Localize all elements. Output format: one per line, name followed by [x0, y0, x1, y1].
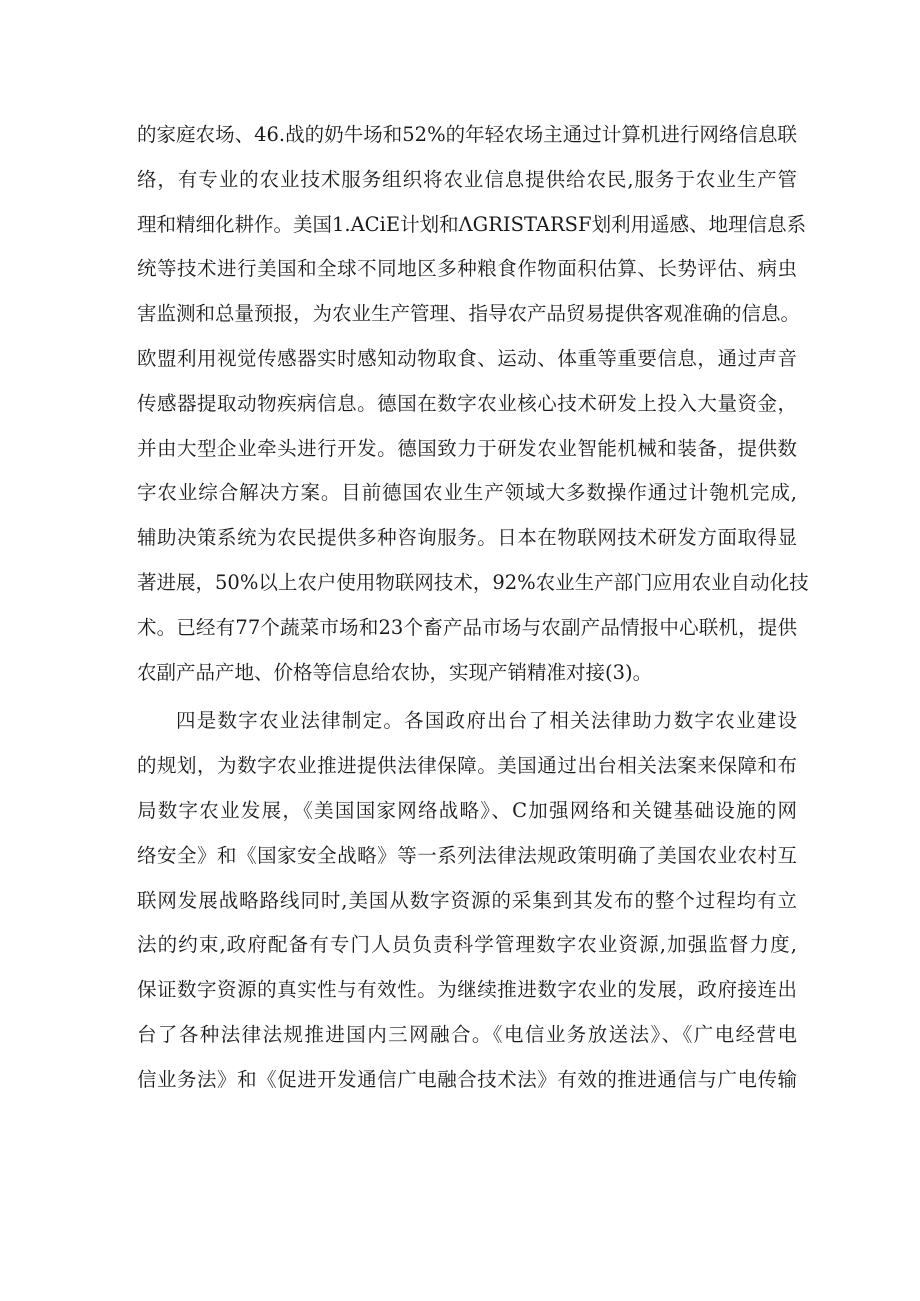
- text-line: 传感器提取动物疾病信息。德国在数字农业核心技术研发上投入大量资金，: [137, 391, 797, 415]
- text-line: 农副产品产地、价格等信息给农协，实现产销精准对接(3)。: [137, 660, 653, 684]
- text-line: 四是数字农业法律制定。各国政府出台了相关法律助力数字农业建设: [176, 709, 797, 733]
- text-line: 并由大型企业牵头进行开发。德国致力于研发农业智能机械和装备，提供数: [137, 436, 797, 460]
- paragraph-2: [137, 699, 797, 1102]
- text-line: 辅助决策系统为农民提供多种咨询服务。日本在物联网技术研发方面取得显: [137, 526, 797, 550]
- text-line: 术。已经有77个蔬菜市场和23个畜产品市场与农副产品情报中心联机，提供: [137, 615, 797, 639]
- text-line: 的家庭农场、46.战的奶牛场和52%的年轻农场主通过计算机进行网络信息联: [137, 123, 797, 146]
- text-line: 络，有专业的农业技术服务组织将农业信息提供给农民,服务于农业生产管: [137, 167, 797, 191]
- text-line: 理和精细化耕作。美国1.ACiE计划和ΛGRISTARSF划利用遥感、地理信息系: [137, 212, 807, 236]
- text-line: 害监测和总量预报，为农业生产管理、指导农产品贸易提供客观准确的信息。: [137, 302, 801, 326]
- text-line: 字农业综合解决方案。目前德国农业生产领域大多数操作通过计匏机完成,: [137, 481, 797, 505]
- body-text: [137, 113, 809, 1103]
- text-line: 信业务法》和《促进开发通信广电融合技术法》有效的推进通信与广电传输: [137, 1067, 797, 1091]
- paragraph-1: [137, 113, 809, 695]
- text-line: 联网发展战略路线同时,美国从数字资源的采集到其发布的整个过程均有立: [137, 888, 797, 912]
- text-line: 局数字农业发展，《美国国家网络战略》、C加强网络和关键基础设施的网: [137, 798, 797, 822]
- text-line: 保证数字资源的真实性与有效性。为继续推进数字农业的发展，政府接连出: [137, 978, 797, 1002]
- text-line: 欧盟利用视觉传感器实时感知动物取食、运动、体重等重要信息，通过声音: [137, 346, 797, 370]
- text-line: 的规划，为数字农业推进提供法律保障。美国通过出台相关法案来保障和布: [137, 754, 797, 778]
- text-line: 台了各种法律法规推进国内三网融合。《电信业务放送法》、《广电经营电: [137, 1022, 797, 1046]
- text-line: 络安全》和《国家安全战略》等一系列法律法规政策明确了美国农业农村互: [137, 843, 797, 867]
- text-line: 统等技术进行美国和全球不同地区多种粮食作物面积估算、长势评估、病虫: [137, 257, 797, 281]
- text-line: 法的约束,政府配备有专门人员负责科学管理数字农业资源,加强监督力度,: [137, 933, 797, 957]
- text-line: 著进展，50%以上农户使用物联网技术，92%农业生产部门应用农业自动化技: [137, 570, 809, 594]
